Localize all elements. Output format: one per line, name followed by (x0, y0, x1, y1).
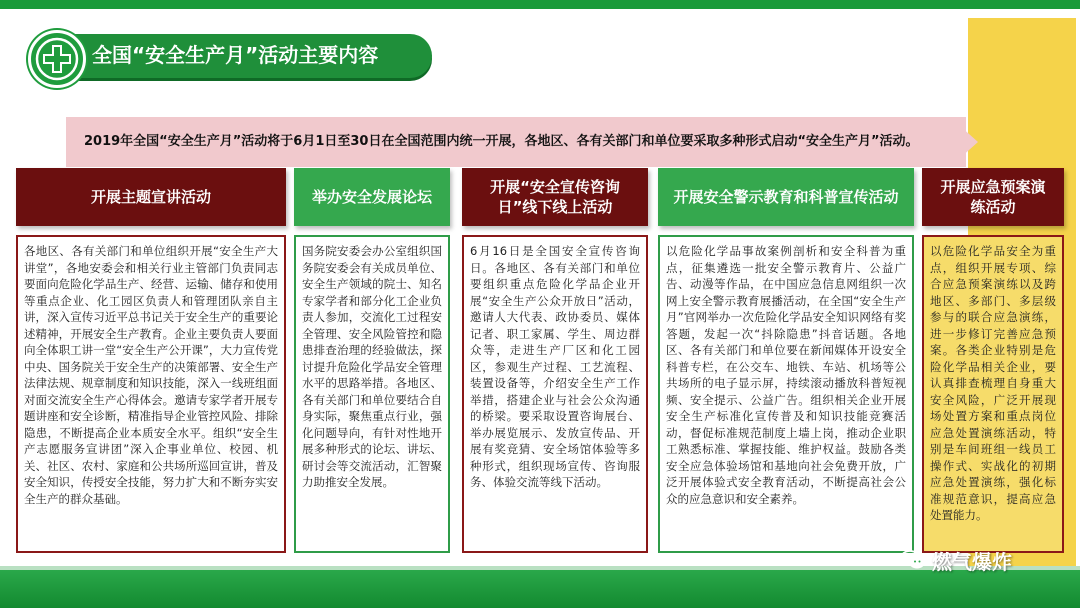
intro-banner-text: 2019年全国“安全生产月”活动将于6月1日至30日在全国范围内统一开展，各地区、各有关部门和单位要采取多种形式启动“安全生产月”活动。 (84, 134, 919, 149)
column-header-5: 开展应急预案演练活动 (922, 168, 1064, 226)
safety-cross-icon (31, 33, 83, 85)
safety-cross-logo (28, 30, 86, 88)
column-header-2: 举办安全发展论坛 (294, 168, 450, 226)
top-accent-bar (0, 0, 1080, 9)
page-title: 全国“安全生产月”活动主要内容 (92, 43, 379, 67)
wechat-icon (900, 549, 926, 571)
column-body-1: 各地区、各有关部门和单位组织开展“安全生产大讲堂”，各地安委会和相关行业主管部门负责同志要面向危险化学品生产、经营、运输、储存和使用等重点企业、化工园区负责人和管理团队亲自主讲，深入宣传习近平总书记关于安全生产的重要论述精神，开展安全生产教育。企业主要负责人要面向全体职工讲一堂“安全生产公开课”，大力宣传党中央、国务院关于安全生产的决策部署、安全生产法律法规、规章制度和知识技能，深入一线班组面对面交流安全生产心得体会。邀请专家学者开展专题讲座和安全诊断，精准指导企业管控风险、排除隐患，不断提高企业本质安全水平。组织“安全生产志愿服务宣讲团”深入企事业单位、校园、机关、社区、农村、家庭和公共场所巡回宣讲，普及安全知识，传授安全技能，努力扩大和不断夯实安全生产的群众基础。 (16, 235, 286, 553)
column-body-5: 以危险化学品安全为重点，组织开展专项、综合应急预案演练以及跨地区、多部门、多层级参与的联合应急演练，进一步修订完善应急预案。各类企业特别是危险化学品相关企业，要认真排查梳理自身重大安全风险，广泛开展现场处置方案和重点岗位应急处置演练活动，特别是车间班组一线员工操作式、实战化的初期应急处置演练，强化标准规范意识，提高应急处置能力。 (922, 235, 1064, 553)
column-header-1: 开展主题宣讲活动 (16, 168, 286, 226)
bottom-accent-bar (0, 570, 1080, 608)
column-header-3: 开展“安全宣传咨询日”线下线上活动 (462, 168, 648, 226)
column-body-4: 以危险化学品事故案例剖析和安全科普为重点，征集遴选一批安全警示教育片、公益广告、动漫等作品，在中国应急信息网组织一次网上安全警示教育展播活动，在全国“安全生产月”官网举办一次危险化学品安全知识网络有奖答题，发起一次“抖除隐患”抖音话题。各地区、各有关部门和单位要在新闻媒体开设安全科普专栏，在公交车、地铁、车站、机场等公共场所的电子显示屏，持续滚动播放科普短视频、安全提示、公益广告。组织相关企业开展安全生产标准化宣传普及和知识技能竞赛活动，督促标准规范制度上墙上岗，推动企业职工熟悉标准、掌握技能、维护权益。鼓励各类安全应急体验场馆和基地向社会免费开放，广泛开展体验式安全教育活动，不断提高社会公众的应急意识和安全素养。 (658, 235, 914, 553)
watermark-text: 燃气爆炸 (932, 549, 1012, 574)
watermark (900, 545, 1012, 575)
column-header-4: 开展安全警示教育和科普宣传活动 (658, 168, 914, 226)
column-body-2: 国务院安委会办公室组织国务院安委会有关成员单位、安全生产领域的院士、知名专家学者和部分化工企业负责人参加，交流化工过程安全管理、安全风险管控和隐患排查治理的经验做法，探讨提升危险化学品安全管理水平的思路举措。各地区、各有关部门和单位要结合自身实际，聚焦重点行业，强化问题导向，有针对性地开展多种形式的论坛、讲坛、研讨会等交流活动，汇智聚力助推安全发展。 (294, 235, 450, 553)
column-body-3: 6月16日是全国安全宣传咨询日。各地区、各有关部门和单位要组织重点危险化学品企业开展“安全生产公众开放日”活动，邀请人大代表、政协委员、媒体记者、职工家属、学生、周边群众等，走进生产厂区和化工园区，参观生产过程、工艺流程、装置设备等，介绍安全生产工作举措，搭建企业与社会公众沟通的桥梁。要采取设置咨询展台、举办展览展示、发放宣传品、开展有奖竞猜、安全场馆体验等多种形式，组织现场宣传、咨询服务、体验交流等线下活动。 (462, 235, 648, 553)
